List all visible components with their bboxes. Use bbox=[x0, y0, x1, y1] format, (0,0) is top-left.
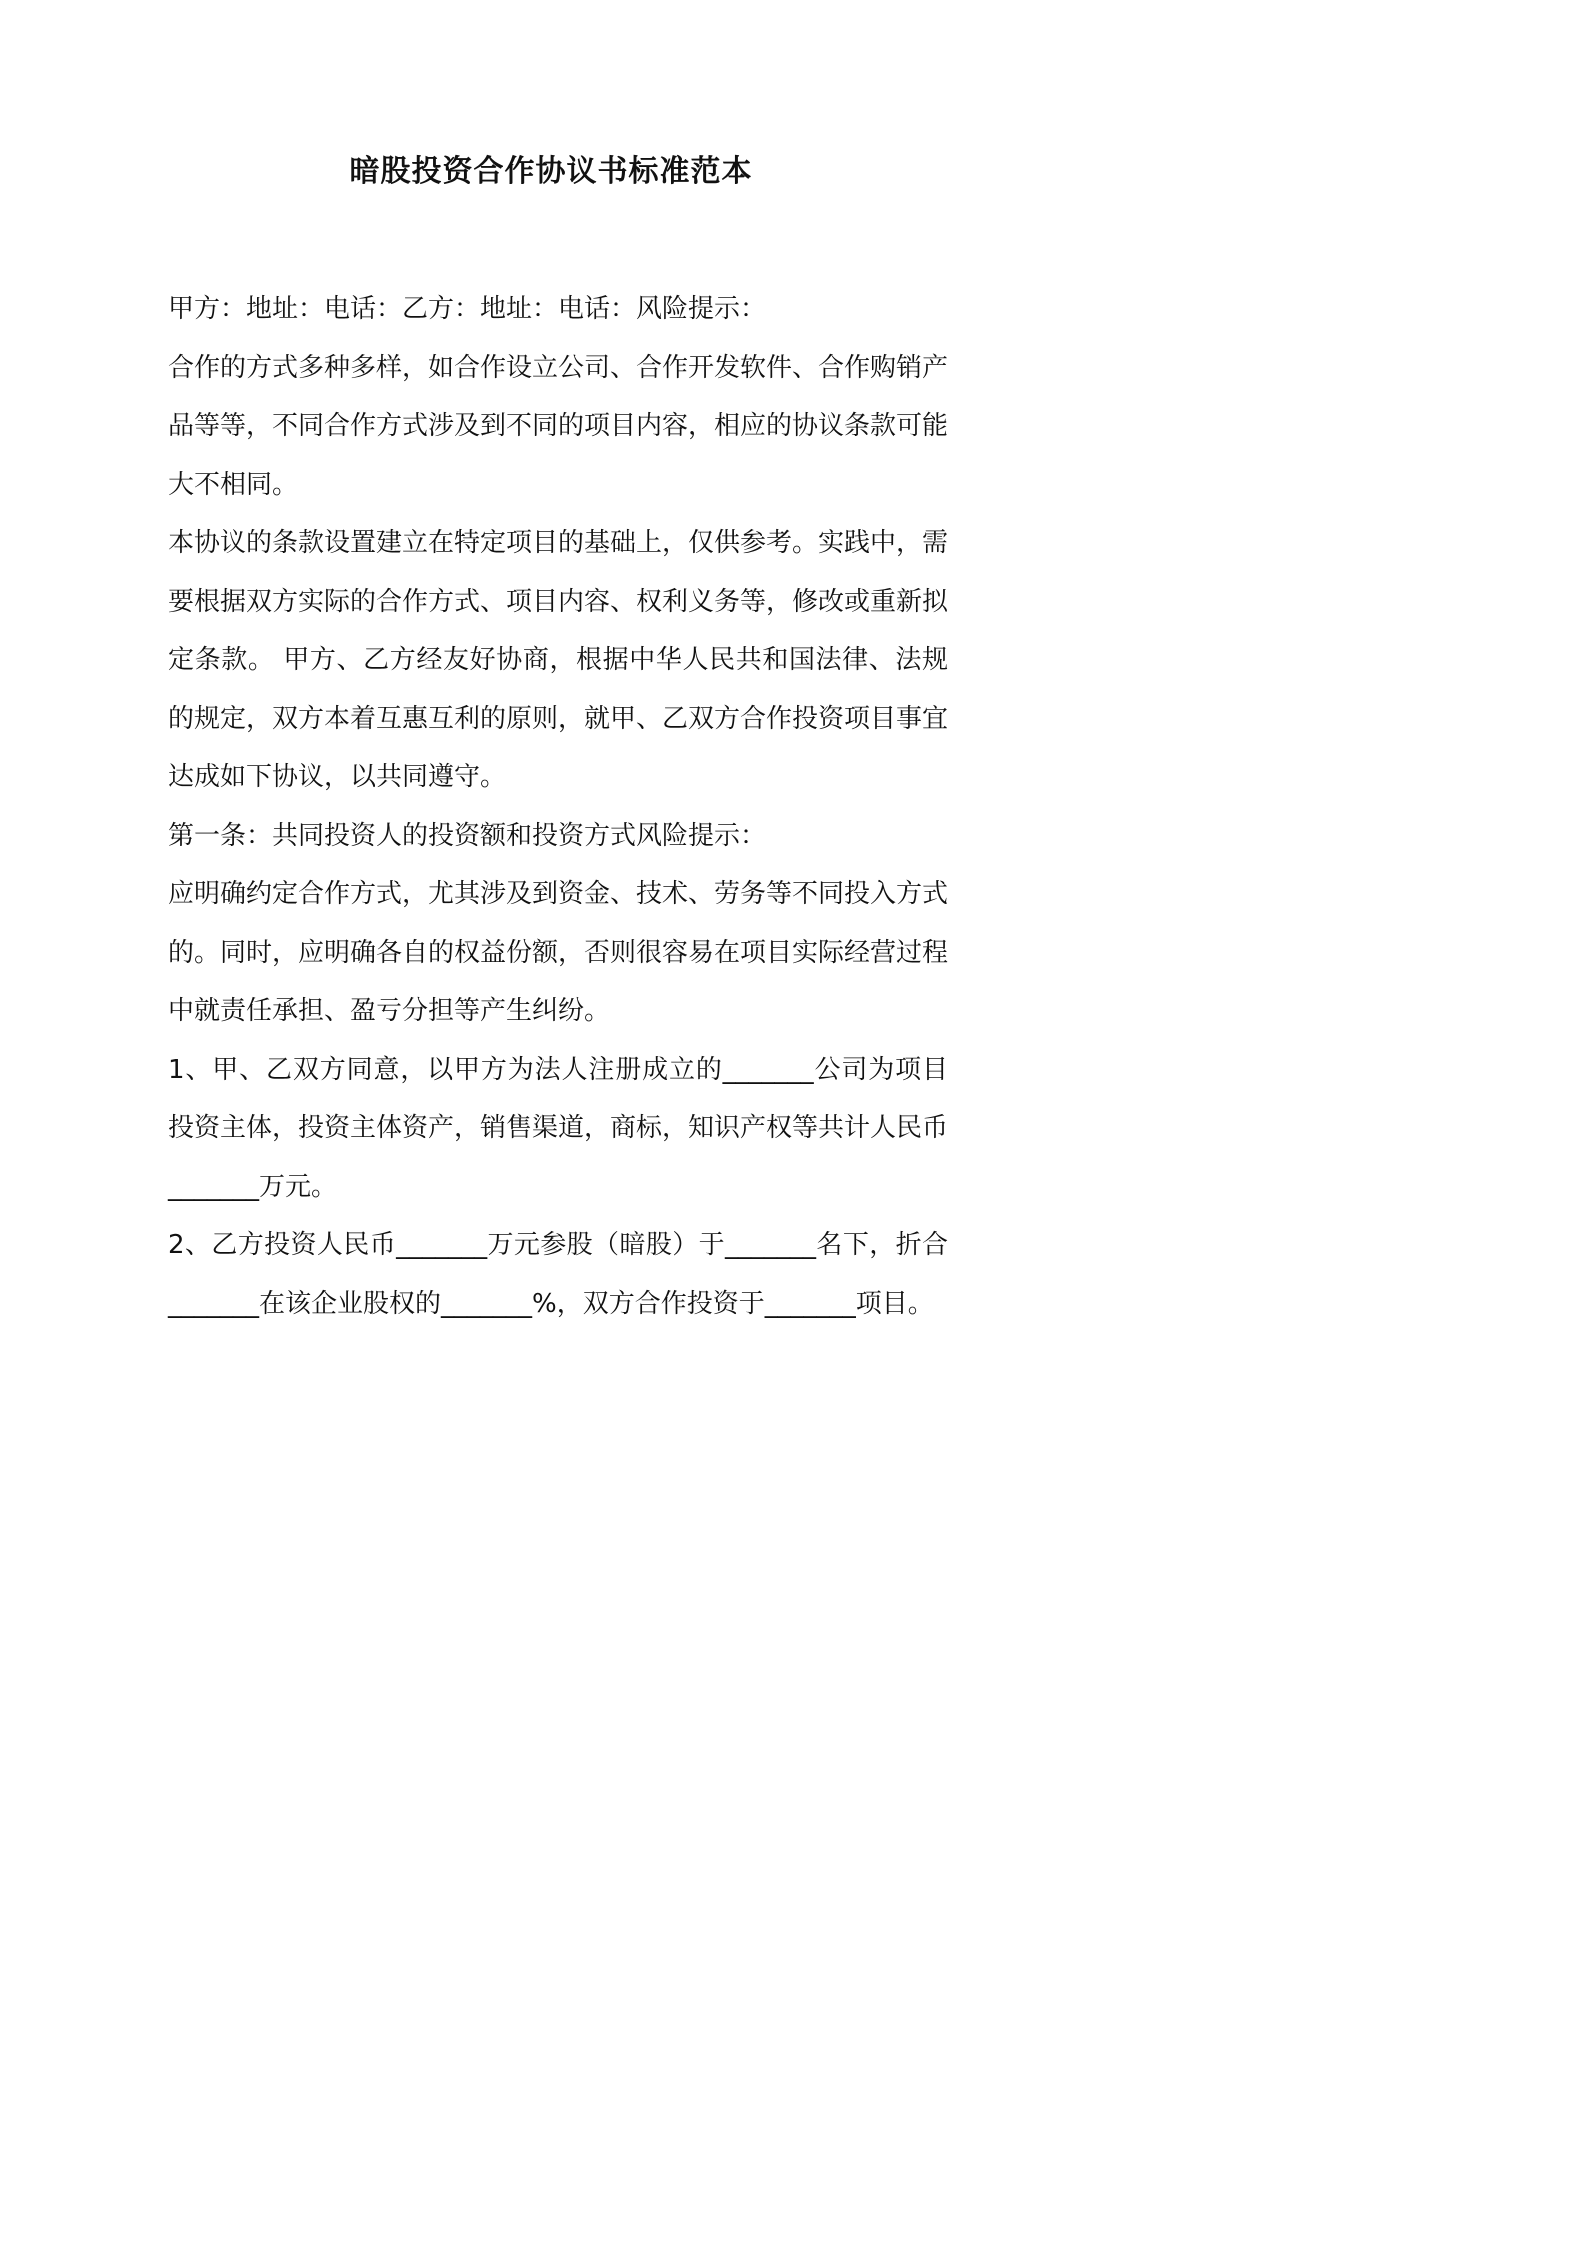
document-title: 暗股投资合作协议书标准范本 bbox=[349, 154, 753, 189]
document-body bbox=[168, 280, 948, 1333]
cooperation-methods-paragraph: 合作的方式多种多样，如合作设立公司、合作开发软件、合作购销产品等等，不同合作方式涉及到不同的项目内容，相应的协议条款可能大不相同。 bbox=[168, 352, 949, 500]
clause-1-paragraph: 1、甲、乙双方同意，以甲方为法人注册成立的_______公司为项目投资主体，投资主体资产，销售渠道，商标，知识产权等共计人民币_______万元。 bbox=[168, 1054, 949, 1202]
agreement-basis-paragraph: 本协议的条款设置建立在特定项目的基础上，仅供参考。实践中，需要根据双方实际的合作方式、项目内容、权利义务等，修改或重新拟定条款。 甲方、乙方经友好协商，根据中华人民共和国法律、法规的规定，双方本着互惠互利的原则，就甲、乙双方合作投资项目事宜达成如下协议，以共同遵守。 bbox=[168, 528, 949, 792]
clause-2-paragraph: 2、乙方投资人民币_______万元参股（暗股）于_______名下，折合_______在该企业股权的_______%，双方合作投资于_______项目。 bbox=[168, 1230, 948, 1319]
document-page bbox=[0, 0, 1102, 1559]
parties-line: 甲方：地址：电话：乙方：地址：电话：风险提示： bbox=[168, 294, 767, 324]
article-one-heading: 第一条：共同投资人的投资额和投资方式风险提示： bbox=[168, 820, 767, 851]
article-one-risk-paragraph: 应明确约定合作方式，尤其涉及到资金、技术、劳务等不同投入方式的。同时，应明确各自的权益份额，否则很容易在项目实际经营过程中就责任承担、盈亏分担等产生纠纷。 bbox=[168, 879, 949, 1026]
